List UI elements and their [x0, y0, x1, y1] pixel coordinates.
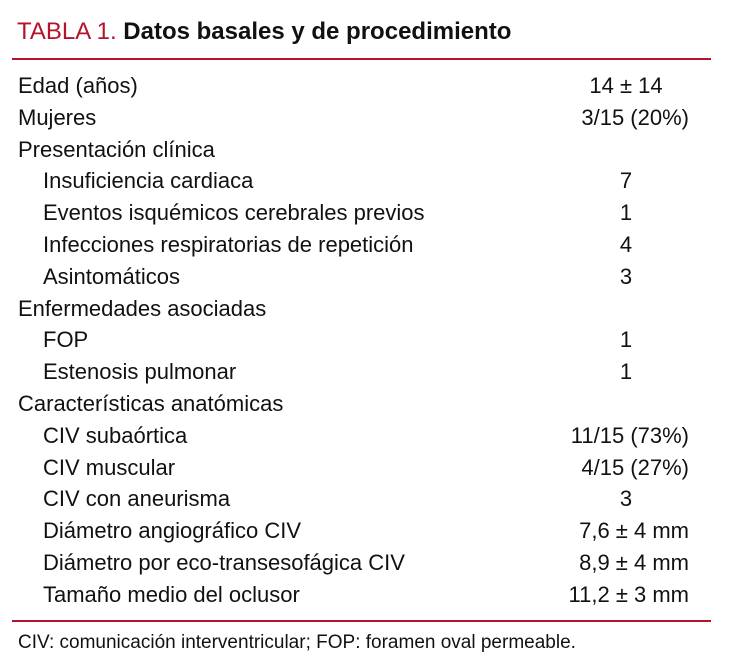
row-value: 7 [619, 168, 633, 194]
row-label: CIV con aneurisma [43, 486, 231, 512]
row-value: 1 [619, 327, 633, 353]
row-value: 14 ± 14 [589, 73, 663, 98]
table-row [0, 229, 736, 261]
row-label: FOP [43, 327, 89, 353]
row-label: Infecciones respiratorias de repetición [43, 231, 414, 257]
table-row [0, 452, 736, 484]
table-row [0, 515, 736, 547]
row-value: 4 [619, 231, 633, 257]
row-label: Tamaño medio del oclusor [43, 581, 300, 607]
table-row [0, 261, 736, 293]
table-row [0, 483, 736, 515]
row-value: 11/15 (73%) [570, 422, 689, 448]
table-row [0, 102, 736, 134]
row-label: Diámetro angiográfico CIV [43, 518, 302, 544]
row-label: Estenosis pulmonar [43, 359, 237, 385]
section-label: Enfermedades asociadas [18, 295, 267, 321]
table-footnote: CIV: comunicación interventricular; FOP: foramen oval permeable. [18, 632, 576, 653]
table-title-text: Datos basales y de procedimiento [123, 18, 512, 45]
table-row [0, 324, 736, 356]
row-label: CIV subaórtica [43, 422, 188, 448]
table-row [0, 356, 736, 388]
row-label: CIV muscular [43, 454, 176, 480]
row-value: 8,9 ± 4 mm [579, 549, 689, 575]
section-row [0, 293, 736, 325]
row-value: 11,2 ± 3 mm [568, 581, 689, 607]
row-value: 7,6 ± 4 mm [579, 518, 689, 544]
row-value: 3 [619, 486, 633, 512]
row-label: Edad (años) [18, 73, 138, 98]
row-value: 3/15 (20%) [581, 104, 689, 130]
row-label: Asintomáticos [43, 263, 180, 289]
row-label: Mujeres [18, 104, 97, 130]
table-row [0, 579, 736, 611]
table-row [0, 547, 736, 579]
table-title [17, 14, 511, 50]
row-label: Diámetro por eco-transesofágica CIV [43, 549, 405, 575]
row-label: Eventos isquémicos cerebrales previos [43, 200, 425, 226]
table-row [0, 420, 736, 452]
data-table [0, 70, 736, 611]
row-value: 1 [619, 359, 633, 385]
row-value: 4/15 (27%) [581, 454, 689, 480]
section-label: Características anatómicas [18, 390, 284, 416]
table-number-label: TABLA 1. [17, 18, 117, 45]
row-value: 3 [619, 263, 633, 289]
section-row [0, 134, 736, 166]
table-row [0, 70, 736, 102]
bottom-divider [12, 620, 711, 622]
top-divider [12, 58, 711, 60]
table-row [0, 165, 736, 197]
row-value: 1 [619, 200, 633, 226]
section-row [0, 388, 736, 420]
section-label: Presentación clínica [18, 136, 215, 162]
row-label: Insuficiencia cardiaca [43, 168, 254, 194]
table-row [0, 197, 736, 229]
